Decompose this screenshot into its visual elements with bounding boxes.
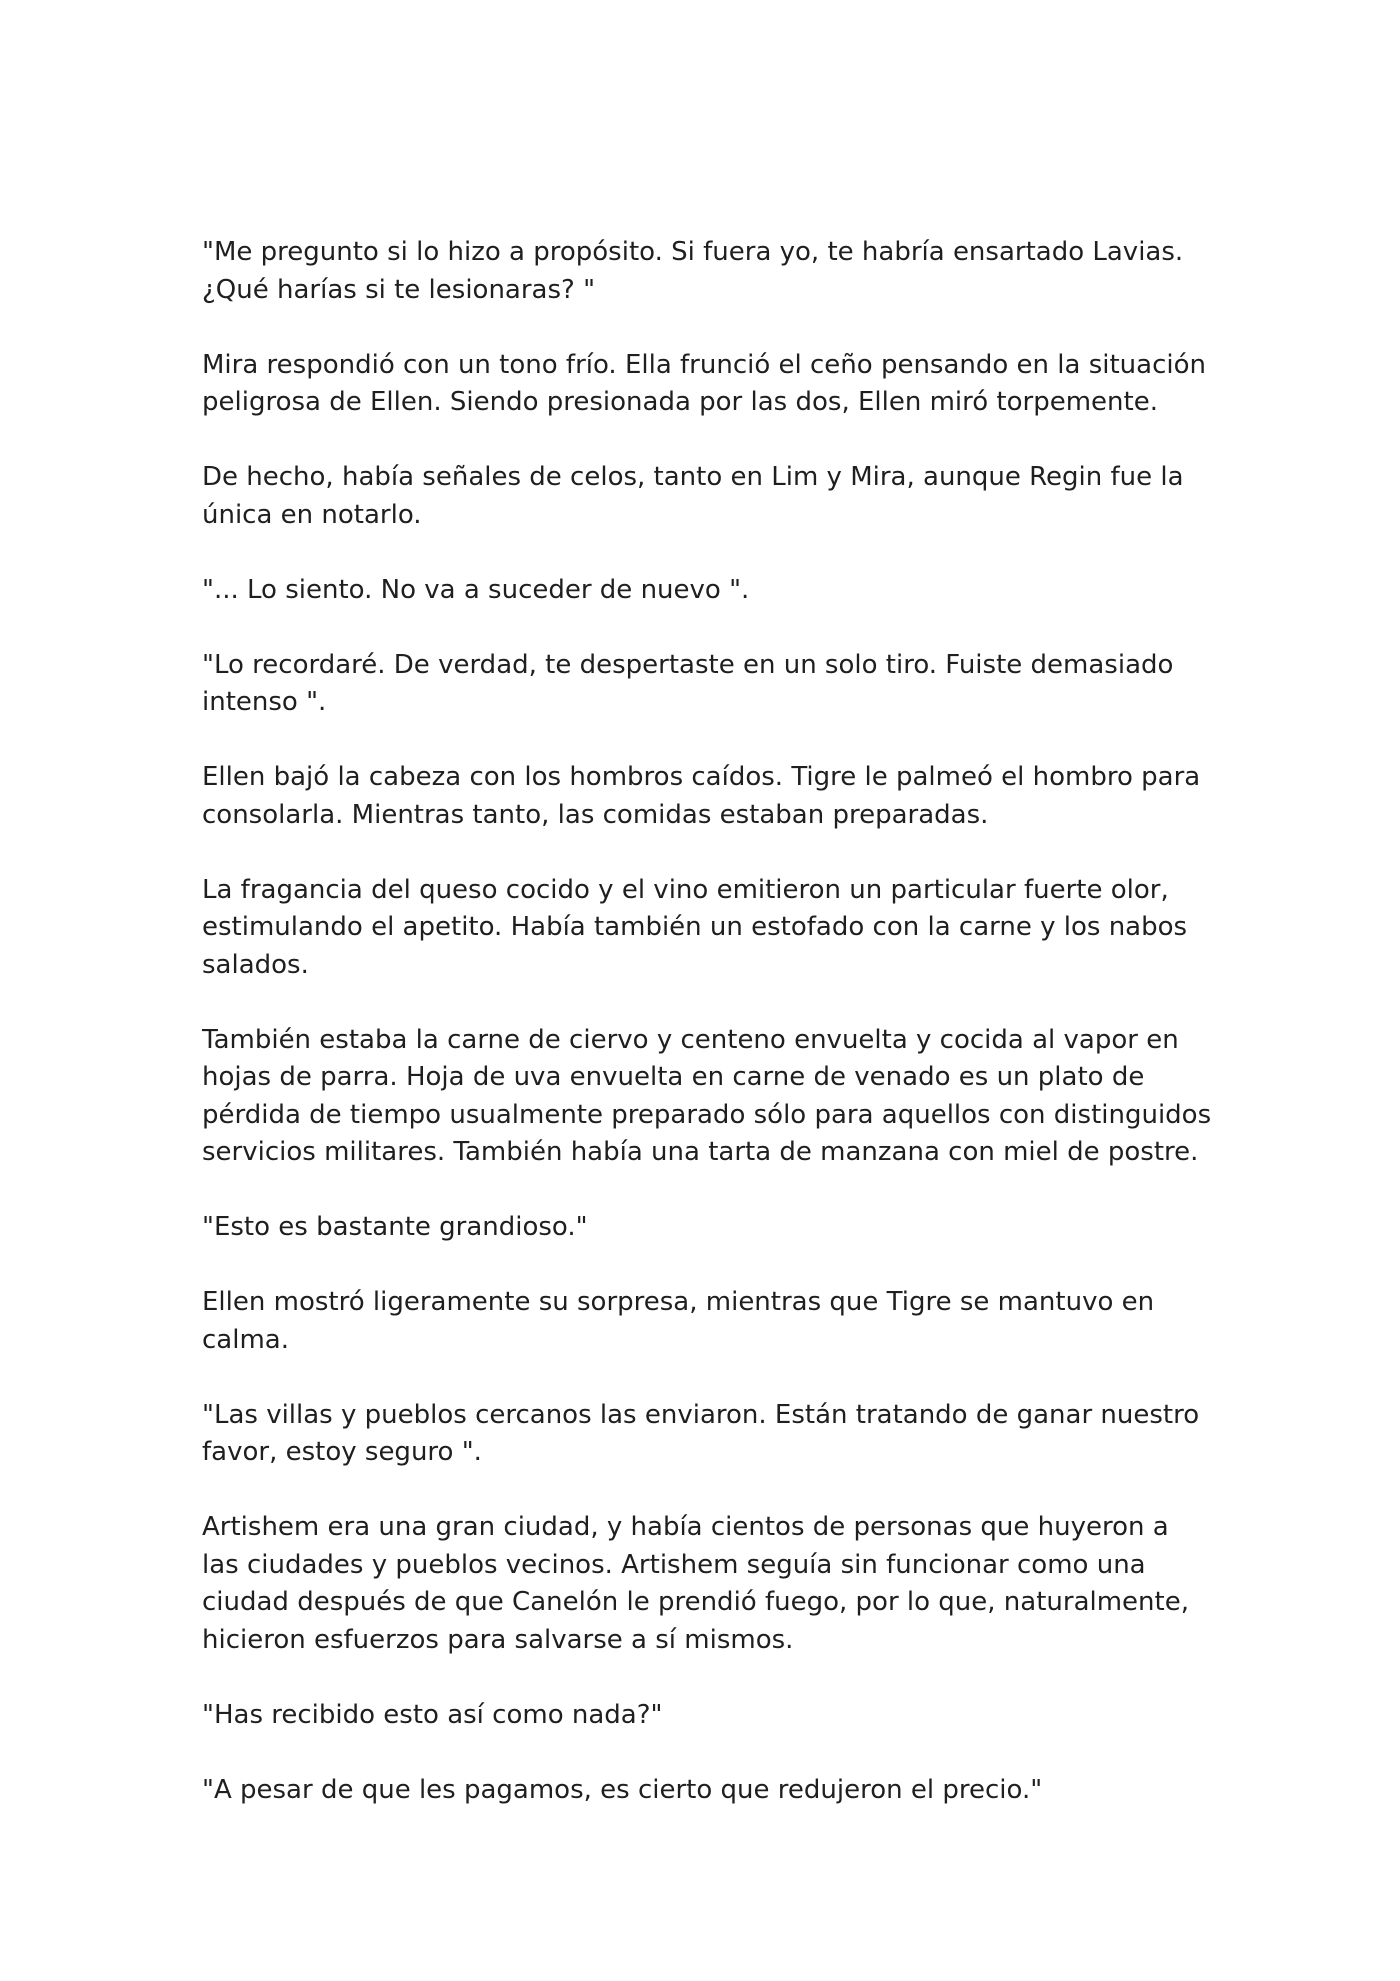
- paragraph: Artishem era una gran ciudad, y había cientos de personas que huyeron a las ciudades y pueblos vecinos. Artishem seguía sin funcionar como una ciudad después de que Canelón le prendió fuego, por lo que, naturalmente, hicieron esfuerzos para salvarse a sí mismos.: [202, 1512, 1189, 1655]
- paragraph: También estaba la carne de ciervo y centeno envuelta y cocida al vapor en hojas de parra. Hoja de uva envuelta en carne de venado es un plato de pérdida de tiempo usualmente preparado sólo para aquellos con distinguidos servicios militares. También había una tarta de manzana con miel de postre.: [202, 1024, 1212, 1167]
- paragraph: "Las villas y pueblos cercanos las enviaron. Están tratando de ganar nuestro favor, estoy seguro ".: [202, 1399, 1200, 1467]
- paragraph: "Has recibido esto así como nada?": [202, 1699, 663, 1730]
- paragraph: "A pesar de que les pagamos, es cierto que redujeron el precio.": [202, 1774, 1043, 1805]
- document-page: [202, 234, 1212, 1809]
- paragraph: De hecho, había señales de celos, tanto en Lim y Mira, aunque Regin fue la única en notarlo.: [202, 462, 1184, 530]
- paragraph: "Lo recordaré. De verdad, te despertaste en un solo tiro. Fuiste demasiado intenso ".: [202, 649, 1174, 717]
- paragraph: La fragancia del queso cocido y el vino emitieron un particular fuerte olor, estimulando el apetito. Había también un estofado con la carne y los nabos salados.: [202, 874, 1188, 980]
- paragraph: Ellen mostró ligeramente su sorpresa, mientras que Tigre se mantuvo en calma.: [202, 1287, 1155, 1355]
- paragraph: Mira respondió con un tono frío. Ella frunció el ceño pensando en la situación peligrosa de Ellen. Siendo presionada por las dos, Ellen miró torpemente.: [202, 349, 1206, 417]
- paragraph: "Esto es bastante grandioso.": [202, 1212, 588, 1242]
- paragraph: "... Lo siento. No va a suceder de nuevo ".: [202, 574, 750, 605]
- paragraph: "Me pregunto si lo hizo a propósito. Si fuera yo, te habría ensartado Lavias. ¿Qué harías si te lesionaras? ": [202, 237, 1184, 305]
- paragraph: Ellen bajó la cabeza con los hombros caídos. Tigre le palmeó el hombro para consolarla. Mientras tanto, las comidas estaban preparadas.: [202, 762, 1201, 830]
